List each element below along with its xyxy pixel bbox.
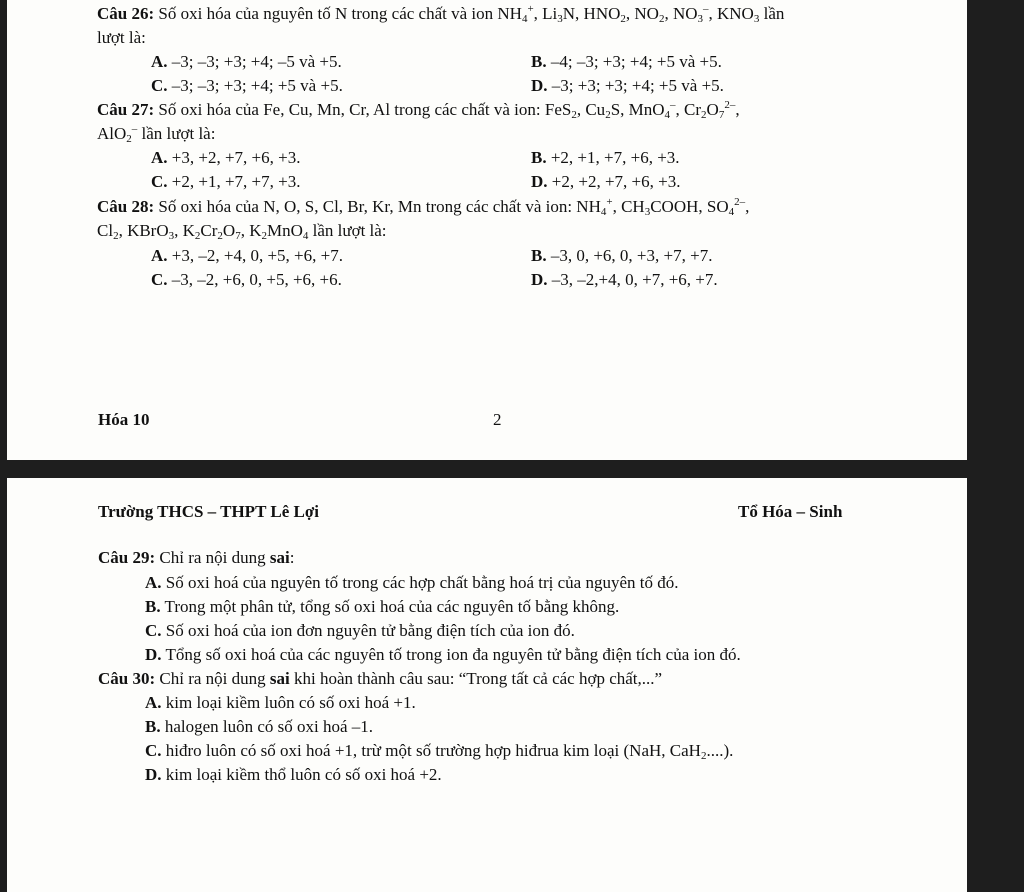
q28-option-b: B. –3, 0, +6, 0, +3, +7, +7. xyxy=(531,246,713,265)
q28-option-d: D. –3, –2,+4, 0, +7, +6, +7. xyxy=(531,270,718,289)
question-27-continuation: AlO$_2$– lần lượt là: xyxy=(97,123,216,145)
q27-option-c: C. +2, +1, +7, +7, +3. xyxy=(151,172,301,191)
question-28: Câu 28: Số oxi hóa của N, O, S, Cl, Br, Kr, Mn trong các chất và ion: $NH_4^+$, $CH_3COOH$, $SO_4^{2-}$, xyxy=(97,196,750,218)
q27-option-a: A. +3, +2, +7, +6, +3. xyxy=(151,148,301,167)
question-28-continuation: $Cl_2$, KBrO$_3$, $K_2Cr_2O_7$, $K_2MnO_4$ lần lượt là: xyxy=(97,221,387,242)
header-department: Tổ Hóa – Sinh xyxy=(738,502,843,521)
q28-option-a: A. +3, –2, +4, 0, +5, +6, +7. xyxy=(151,246,343,265)
q30-option-a: A. kim loại kiềm luôn có số oxi hoá +1. xyxy=(145,693,416,712)
question-27: Câu 27: Số oxi hóa của Fe, Cu, Mn, Cr, Al trong các chất và ion: FeS$_2$, $Cu_2S$, MnO$_4$–, $Cr_2O_7^{2-}$, xyxy=(97,99,740,121)
q30-option-b: B. halogen luôn có số oxi hoá –1. xyxy=(145,717,374,736)
q27-option-d: D. +2, +2, +7, +6, +3. xyxy=(531,172,681,191)
q28-option-c: C. –3, –2, +6, 0, +5, +6, +6. xyxy=(151,270,342,289)
q29-option-c: C. Số oxi hoá của ion đơn nguyên tử bằng điện tích của ion đó. xyxy=(145,621,575,640)
header-school: Trường THCS – THPT Lê Lợi xyxy=(98,502,319,521)
footer-subject: Hóa 10 xyxy=(98,410,150,429)
question-26: Câu 26: Số oxi hóa của nguyên tố N trong các chất và ion $NH_4^+$, $Li_3N$, $HNO_2$, $NO_2$, $NO_3^-$, $KNO_3$ lần xyxy=(97,3,785,25)
q30-option-d: D. kim loại kiềm thổ luôn có số oxi hoá +2. xyxy=(145,765,442,784)
q29-option-b: B. Trong một phân tử, tổng số oxi hoá của các nguyên tố bằng không. xyxy=(145,597,620,616)
q26-option-a: A. –3; –3; +3; +4; –5 và +5. xyxy=(151,52,342,71)
footer-page-number: 2 xyxy=(493,410,502,429)
document-page-top xyxy=(7,0,967,460)
q29-option-d: D. Tổng số oxi hoá của các nguyên tố trong ion đa nguyên tử bằng điện tích của ion đó. xyxy=(145,645,741,664)
q26-option-c: C. –3; –3; +3; +4; +5 và +5. xyxy=(151,76,343,95)
q29-option-a: A. Số oxi hoá của nguyên tố trong các hợp chất bằng hoá trị của nguyên tố đó. xyxy=(145,573,679,592)
q27-option-b: B. +2, +1, +7, +6, +3. xyxy=(531,148,680,167)
document-page-bottom xyxy=(7,478,967,892)
q30-option-c: C. hiđro luôn có số oxi hoá +1, trừ một số trường hợp hiđrua kim loại (NaH, CaH$_2$....). xyxy=(145,741,734,762)
question-26-continuation: lượt là: xyxy=(97,28,146,47)
q26-option-b: B. –4; –3; +3; +4; +5 và +5. xyxy=(531,52,722,71)
q26-option-d: D. –3; +3; +3; +4; +5 và +5. xyxy=(531,76,724,95)
question-29: Câu 29: Chỉ ra nội dung sai: xyxy=(98,548,295,567)
question-30: Câu 30: Chỉ ra nội dung sai khi hoàn thành câu sau: “Trong tất cả các hợp chất,...” xyxy=(98,669,663,688)
